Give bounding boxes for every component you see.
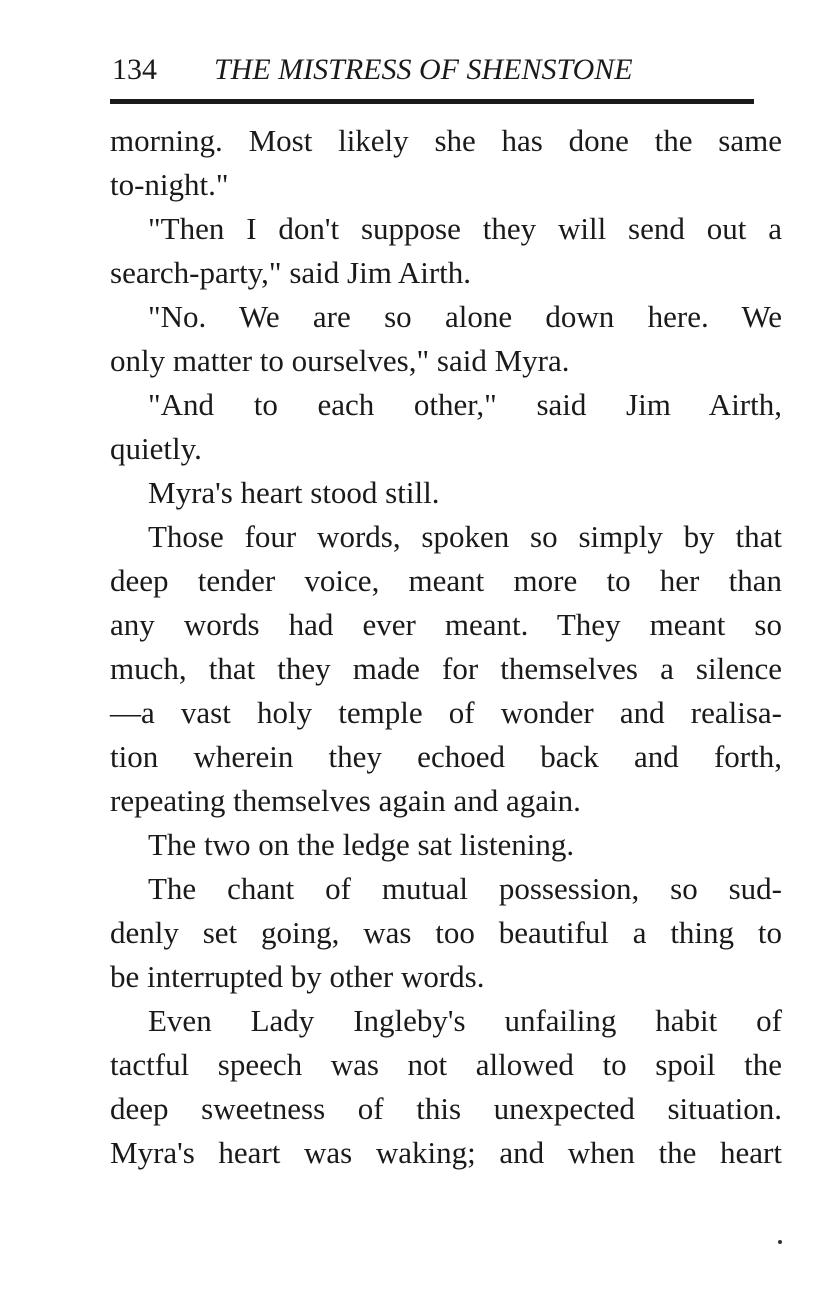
text-line: much, that they made for themselves a silence (110, 651, 782, 686)
header-rule (110, 99, 754, 104)
text-line: tactful speech was not allowed to spoil the (110, 1047, 782, 1082)
text-line: "And to each other," said Jim Airth, (148, 387, 782, 422)
text-line: tion wherein they echoed back and forth, (110, 739, 782, 774)
text-line: be interrupted by other words. (110, 959, 485, 994)
text-line: Myra's heart was waking; and when the heart (110, 1135, 782, 1170)
text-line: Even Lady Ingleby's unfailing habit of (148, 1003, 782, 1038)
text-line: search-party," said Jim Airth. (110, 255, 472, 290)
page-number: 134 (112, 53, 157, 86)
text-line: The chant of mutual possession, so sud- (148, 871, 782, 906)
text-line: morning. Most likely she has done the same (110, 123, 782, 158)
text-line: any words had ever meant. They meant so (110, 607, 782, 642)
page-header (112, 50, 772, 90)
text-line: —a vast holy temple of wonder and realisa- (110, 695, 782, 730)
text-line: repeating themselves again and again. (110, 783, 581, 818)
text-line: Those four words, spoken so simply by that (148, 519, 782, 554)
text-line: deep sweetness of this unexpected situation. (110, 1091, 782, 1126)
text-line: The two on the ledge sat listening. (148, 827, 575, 862)
body-text (110, 119, 782, 1175)
text-line: only matter to ourselves," said Myra. (110, 343, 570, 378)
text-line: "No. We are so alone down here. We (148, 299, 782, 334)
text-line: to-night." (110, 167, 229, 202)
text-line: deep tender voice, meant more to her than (110, 563, 782, 598)
scan-speck (778, 1240, 782, 1244)
text-line: Myra's heart stood still. (148, 475, 440, 510)
text-line: denly set going, was too beautiful a thing to (110, 915, 782, 950)
text-line: "Then I don't suppose they will send out a (148, 211, 782, 246)
running-title: THE MISTRESS OF SHENSTONE (214, 53, 633, 86)
text-line: quietly. (110, 431, 202, 466)
